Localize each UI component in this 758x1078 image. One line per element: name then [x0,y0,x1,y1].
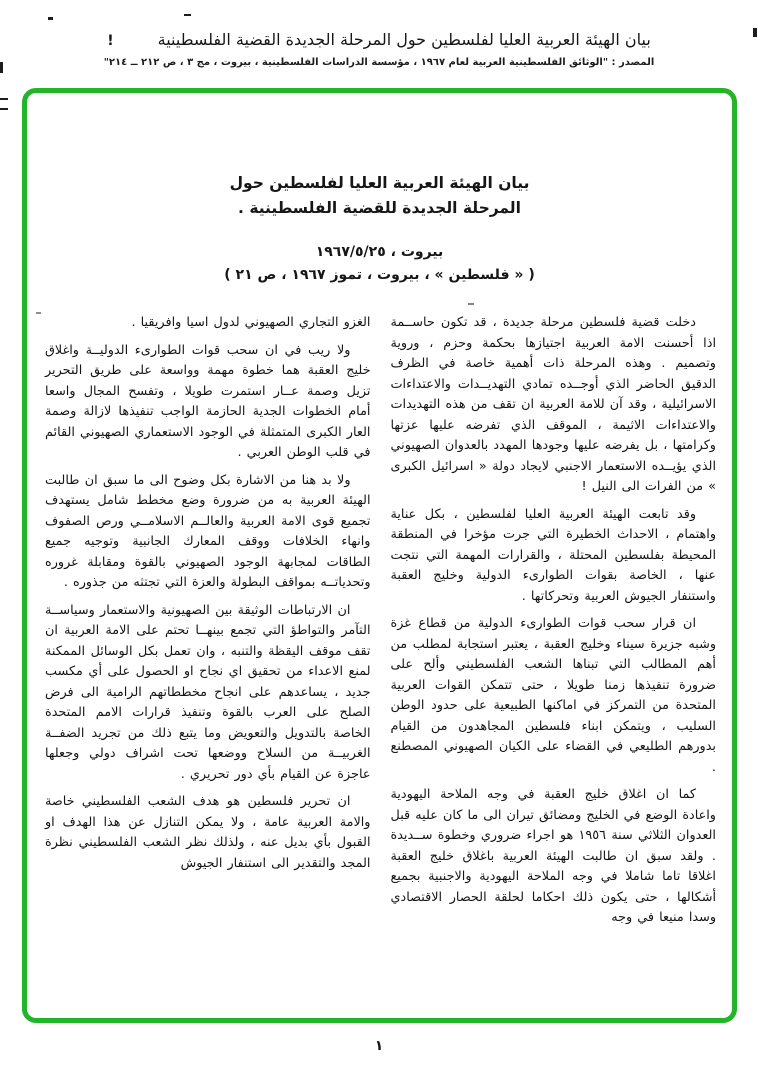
paragraph: وقد تابعت الهيئة العربية العليا لفلسطين ، بكل عناية واهتمام ، الاحداث الخطيرة التي جرت مؤخرا في المنطقة المحيطة بفلسطين المحتلة ، والقرارات المهمة التي نتجت عنها ، الخاصة بقوات الطوارىء الدولية وخليج العقبة واستنفار الجيوش العربية وتحركاتها . [390,506,716,604]
scan-artifact [0,62,3,73]
page-number: ١ [374,1038,384,1054]
scan-artifact [184,14,191,16]
column-left [45,313,371,936]
paragraph: دخلت قضية فلسطين مرحلة جديدة ، قد تكون حاســمة اذا أحسنت الامة العربية اجتيازها بحكمة وحزم ، وروية وتصميم . وهذه المرحلة ذات أهمية خاصة في الظرف الدقيق الحاضر الذي أوجــده تمادي التهديــدات والاعتداءات الاسرائيلية ، وقد آن للامة العربية ان تقف من هذه التهديدات والاعتداءات الاثيمة ، الموقف الذي تفرضه عليها عزتها وكرامتها ، بل يفرضه عليها وجودها المهدد بالعدوان الصهيوني الذي يؤيــده الاستعمار الاجنبي لايجاد دولة « اسرائيل الكبرى » من الفرات الى النيل ! [390,315,716,494]
document-meta [27,241,732,287]
scan-artifact [36,312,41,314]
paragraph: ان قرار سحب قوات الطوارىء الدولية من قطاع غزة وشبه جزيرة سيناء وخليج العقبة ، يعتبر استجابة لمطلب من أهم المطالب التي تبناها الشعب الفلسطيني وألح على ضرورة تنفيذها زمنا طويلا ، حتى تتمكن القوات العربية المتحدة من التمركز في اماكنها الطبيعية على حدود الوطن السليب ، ويتمكن ابناء فلسطين المجاهدون من القيام بدورهم الطليعي في القضاء على الكيان الصهيوني المصطنع . [390,616,716,775]
document-dateline: بيروت ، ١٩٦٧/٥/٢٥ [315,244,444,260]
paragraph: ان الارتباطات الوثيقة بين الصهيونية والاستعمار وسياســة التآمر والتواطؤ التي تجمع بينهــا تحتم على الامة العربية ان تقف موقف اليقظة والتنبه ، وان تعمل بكل الوسائل الممكنة لمنع الاعداء من تحقيق اي نجاح او الحصول على أي مكسب جديد ، يساعدهم على انجاح مخططاتهم الرامية الى فرض الصلح على العرب بالقوة وتنفيذ قرارات الامم المتحدة الخاصة بالتدويل والتعويض وما يتبع ذلك من تجريد الضفــة الغربيــة من السلاح ووضعها تحت اشراف دولي وجعلها عاجزة عن القيام بأي دور تحريري . [45,602,371,782]
document-title-line2: المرحلة الجديدة للقضية الفلسطينية . [238,199,521,217]
source-line: المصدر : "الوثائق الفلسطينية العربية لعام ١٩٦٧ ، مؤسسة الدراسات الفلسطينية ، بيروت ، مج ٣ ، ص ٢١٢ ــ ٢١٤" [103,57,655,68]
paragraph: الغزو التجاري الصهيوني لدول اسيا وافريقيا . [131,315,371,330]
text-columns [27,313,732,936]
paragraph: ولا ريب في ان سحب قوات الطوارىء الدوليــة واغلاق خليج العقبة هما خطوة مهمة وواسعة على طريق التحرير تزيل وصمة عــار استمرت طويلا ، وتفسح المجال واسعا أمام الخطوات الجدية الحازمة الواجب تنفيذها لازالة وصمة العار الكبرى المتمثلة في الوجود الاستعماري الصهيوني القائم في قلب الوطن العربي . [45,342,371,460]
document-frame [22,88,737,1023]
document-citation: ( « فلسطين » ، بيروت ، تموز ١٩٦٧ ، ص ٢١ ) [224,267,535,283]
document-title-line1: بيان الهيئة العربية العليا لفلسطين حول [229,174,530,192]
paragraph: ان تحرير فلسطين هو هدف الشعب الفلسطيني خاصة والامة العربية عامة ، ولا يمكن التنازل عن هذا الهدف او القبول بأي بديل عنه ، ولذلك نظر الشعب الفلسطيني نظرة المجد والتقدير الى استنفار الجيوش [45,794,371,871]
paragraph: ولا بد هنا من الاشارة بكل وضوح الى ما سبق ان طالبت الهيئة العربية به من ضرورة وضع مخطط شامل يستهدف تجميع قوى الامة العربية والعالــم الاسلامــي ورص الصفوف وانهاء الخلافات ووقف المعارك الجانبية وتوجيه جميع الطاقات لمجابهة الوجود الصهيوني بالقوة ومقابلة غروره وتحدياتــه بمواقف البطولة والعزة التي تجتثه من جذوره . [45,472,371,590]
paragraph: كما ان اغلاق خليج العقبة في وجه الملاحة اليهودية واعادة الوضع في الخليج ومضائق تيران الى ما كان عليه قبل العدوان الثلاثي سنة ١٩٥٦ هو اجراء ضروري وخطوة ســديدة . ولقد سبق ان طالبت الهيئة العربية باغلاق خليج العقبة اغلاقا تاما شاملا في وجه الملاحة اليهودية والاجنبية بجميع أشكالها ، حتى يكون ذلك احكاما لحلقة الحصار الاقتصادي وسدا منيعا في وجه [390,787,716,925]
scan-artifact [753,28,757,37]
page-header-title: بيان الهيئة العربية العليا لفلسطين حول المرحلة الجديدة القضية الفلسطينية [157,30,651,49]
scan-artifact [0,98,8,110]
document-title [27,171,732,221]
scan-artifact [468,303,474,305]
page-header-mark: ! [107,33,114,49]
column-right [391,313,717,936]
scan-artifact [48,17,53,20]
page-header [0,30,758,49]
